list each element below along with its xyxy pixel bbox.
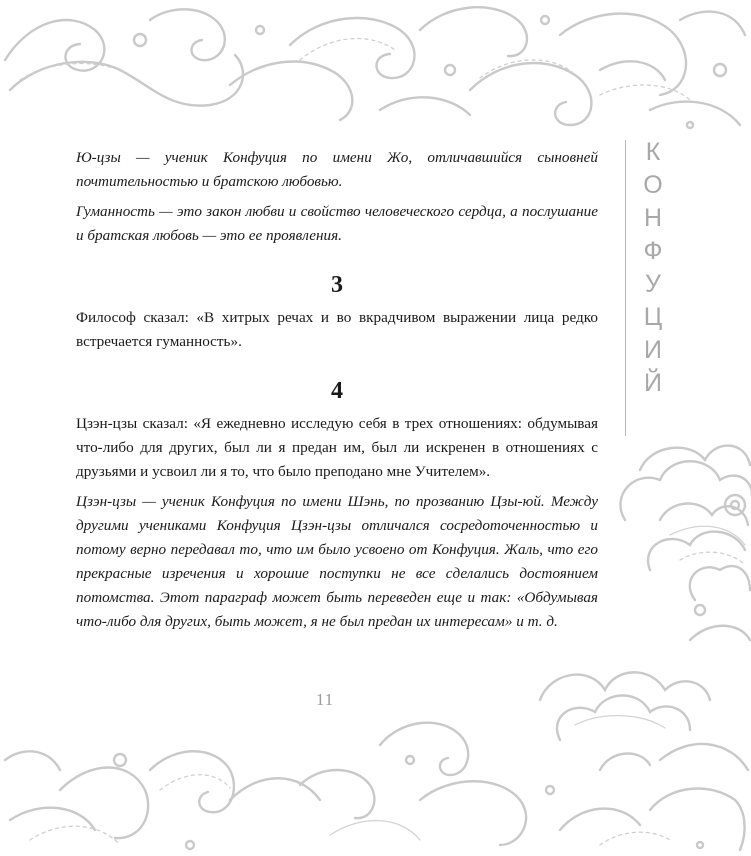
section-paragraph: Цзэн-цзы сказал: «Я ежедневно исследую себя в трех отношениях: обдумывая что-либо для других, был ли я предан им, был ли искренен в отношениях с друзьями и усвоил ли я то, что было преподано мне Учителем». [76,415,598,480]
side-title-letter: К [645,138,661,166]
side-title-letter: Й [644,369,662,397]
commentary-paragraph: Ю-цзы — ученик Конфуция по имени Жо, отличавшийся сыновней почтительностью и братскою любовью. [76,149,598,190]
side-title-letter: О [643,171,663,199]
top-wave-ornament [5,7,745,128]
section-paragraph: Философ сказал: «В хитрых речах и во вкрадчивом выражении лица редко встречается гуманность». [76,309,598,350]
side-title-letter: Ц [643,303,663,331]
commentary-paragraph: Цзэн-цзы — ученик Конфуция по имени Шэнь, по прозванию Цзы-юй. Между другими учениками Конфуция Цзэн-цзы отличался сосредоточенностью и потому верно передавал то, что им было усвоено от Конфуция. Жаль, что его прекрасные изречения и хорошие поступки не все сделались достоянием потомства. Этот параграф может быть переведен еще и так: «Обдумывая что-либо для других, быть может, я не был предан их интересам» и т. д. [76,493,598,630]
page-number: 11 [315,690,335,709]
side-title-letter: У [645,270,661,298]
side-title [626,136,680,400]
side-title-letter: Н [643,204,663,232]
section-number: 4 [331,378,343,404]
side-title-letter: Ф [643,237,663,265]
commentary-paragraph: Гуманность — это закон любви и свойство человеческого сердца, а послушание и братская любовь — это ее проявления. [76,203,598,244]
side-title-letter: И [644,336,662,364]
main-text [76,146,598,634]
section-number: 3 [331,272,343,298]
bottom-cloud-ornament [5,672,748,850]
right-cloud-ornament [620,446,751,640]
